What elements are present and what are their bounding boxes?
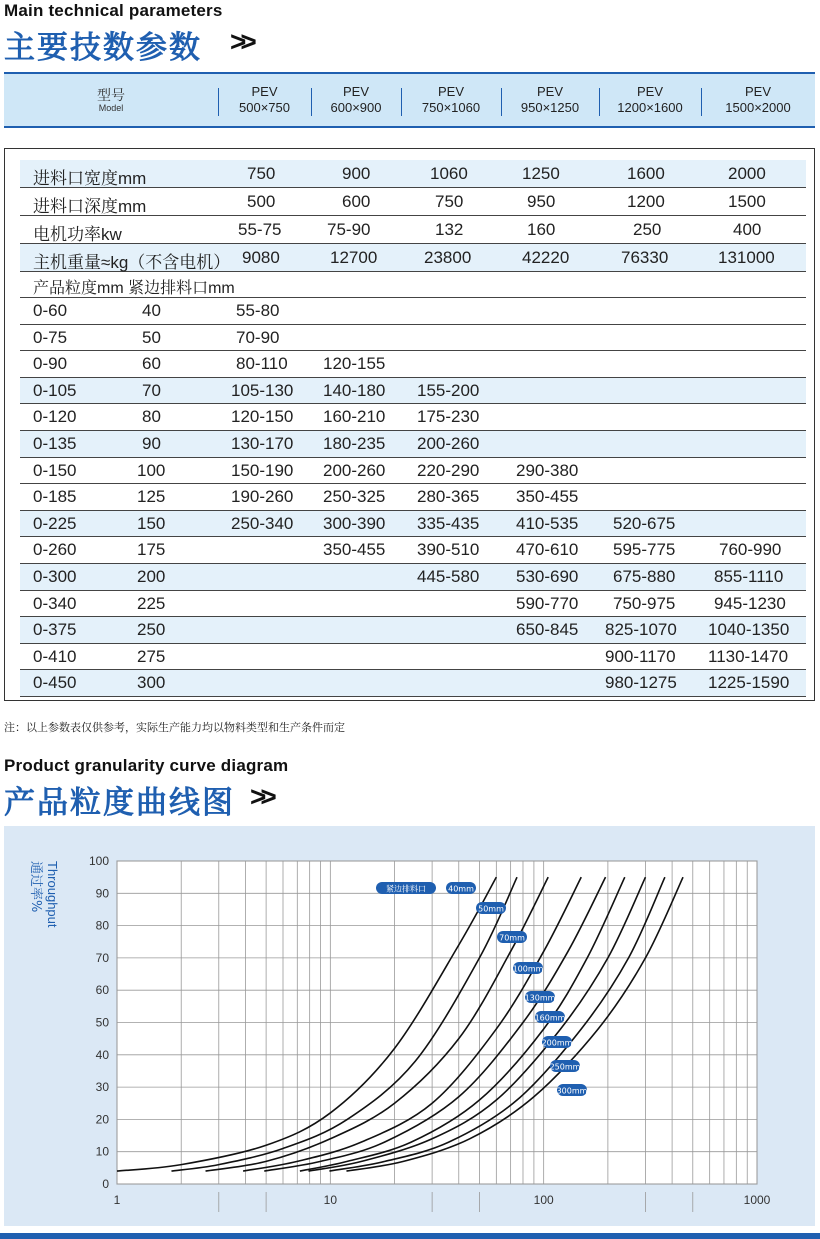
size-cell: 0-60 [33, 301, 68, 320]
y-tick-label: 40 [95, 1047, 109, 1062]
table-row [20, 644, 806, 671]
table-cell: 1500 [728, 192, 766, 211]
table-row [20, 351, 806, 378]
size-cell: 0-225 [33, 513, 77, 533]
table-cell: 675-880 [613, 567, 676, 586]
model-column [311, 74, 401, 126]
cssr-cell: 275 [137, 646, 166, 666]
legend-entry: 40mm [448, 884, 474, 894]
table-cell: 350-455 [516, 487, 579, 507]
y-tick-label: 0 [102, 1177, 109, 1191]
table-cell: 900-1170 [605, 646, 676, 666]
model-name: PEV [536, 84, 563, 99]
cssr-cell: 90 [142, 434, 161, 453]
table-cell: 9080 [242, 248, 280, 267]
y-tick-label: 90 [95, 886, 109, 901]
table-cell: 131000 [718, 248, 775, 267]
table-cell: 1130-1470 [708, 646, 789, 666]
model-name: PEV [437, 84, 464, 99]
table-cell: 350-455 [323, 540, 386, 560]
table-cell: 1225-1590 [708, 673, 790, 693]
model-label-cn: 型号 [97, 87, 125, 103]
parameters-table [4, 148, 815, 701]
y-tick-label: 80 [95, 918, 109, 933]
legend-entry: 200mm [541, 1038, 573, 1048]
table-cell: 140-180 [323, 380, 386, 400]
table-cell: 400 [733, 220, 762, 239]
model-size: 1200×1600 [617, 100, 683, 115]
table-row [20, 325, 806, 352]
table-cell: 335-435 [417, 513, 480, 533]
x-tick-label: 1000 [743, 1193, 771, 1207]
size-cell: 0-150 [33, 460, 77, 480]
table-row [20, 484, 806, 511]
model-name: PEV [744, 84, 771, 99]
section-title-en: Main technical parameters [4, 1, 223, 20]
table-row [20, 216, 806, 244]
table-cell: 55-75 [238, 220, 282, 239]
model-label-en: Model [98, 103, 124, 113]
table-row [20, 188, 806, 216]
table-cell: 750 [435, 192, 464, 211]
table-cell: 520-675 [613, 513, 676, 533]
cssr-cell: 80 [142, 407, 161, 427]
table-cell: 760-990 [719, 540, 782, 560]
size-cell: 0-375 [33, 620, 77, 640]
legend-entry: 100mm [512, 964, 544, 974]
table-row [20, 537, 806, 564]
table-cell: 1040-1350 [708, 620, 790, 640]
table-cell: 23800 [424, 248, 472, 267]
cssr-cell: 175 [137, 540, 166, 560]
size-cell: 0-90 [33, 354, 68, 374]
table-cell: 945-1230 [714, 593, 786, 613]
table-cell: 120-155 [323, 354, 386, 374]
table-cell: 1250 [522, 164, 560, 183]
table-cell: 130-170 [231, 434, 294, 453]
cssr-cell: 300 [137, 673, 166, 693]
legend-entry: 50mm [478, 904, 504, 914]
table-cell: 200-260 [323, 460, 386, 480]
table-cell: 595-775 [613, 540, 676, 560]
granularity-curve-chart [4, 826, 815, 1226]
table-cell: 75-90 [327, 220, 371, 239]
table-cell: 750-975 [613, 593, 676, 613]
y-tick-label: 50 [95, 1015, 109, 1030]
table-row [20, 272, 806, 298]
size-cell: 0-75 [33, 327, 68, 347]
table-row [20, 378, 806, 405]
table-cell: 410-535 [516, 513, 579, 533]
table-cell: 470-610 [516, 540, 579, 560]
size-cell: 0-135 [33, 434, 77, 453]
table-cell: 180-235 [323, 434, 386, 453]
table-cell: 300-390 [323, 513, 386, 533]
table-cell: 1060 [430, 164, 468, 183]
x-tick-label: 100 [533, 1193, 554, 1207]
size-cell: 0-300 [33, 567, 77, 586]
table-cell: 55-80 [236, 301, 280, 320]
double-chevron-icon: >> [250, 781, 271, 812]
table-row [20, 244, 806, 272]
table-cell: 150-190 [231, 460, 294, 480]
legend-entry: 130mm [524, 993, 556, 1003]
model-header [4, 72, 815, 128]
table-row [20, 298, 806, 325]
table-cell: 70-90 [236, 327, 280, 347]
y-axis-label-en: Throughput [45, 861, 60, 928]
table-cell: 825-1070 [605, 620, 677, 640]
chart-panel [4, 826, 815, 1226]
cssr-cell: 125 [137, 487, 166, 507]
granularity-header: 产品粒度mm 紧边排料口mm [33, 280, 235, 297]
legend-entry: 250mm [549, 1062, 581, 1072]
table-cell: 900 [342, 164, 371, 183]
table-cell: 250-325 [323, 487, 386, 507]
legend-entry: 70mm [499, 933, 525, 943]
footer-bar [0, 1233, 820, 1239]
cssr-cell: 150 [137, 513, 166, 533]
table-row [20, 591, 806, 618]
table-row [20, 617, 806, 644]
table-row [20, 564, 806, 591]
model-size: 750×1060 [421, 100, 481, 115]
model-size: 950×1250 [520, 100, 580, 115]
table-cell: 76330 [621, 248, 669, 267]
table-cell: 290-380 [516, 460, 579, 480]
cssr-cell: 100 [137, 460, 166, 480]
y-tick-label: 70 [95, 950, 109, 965]
model-size: 600×900 [330, 100, 382, 115]
table-cell: 42220 [522, 248, 570, 267]
table-cell: 1200 [627, 192, 665, 211]
row-label: 主机重量≈kg（不含电机） [33, 253, 231, 272]
x-tick-label: 10 [323, 1193, 338, 1207]
table-cell: 132 [435, 220, 464, 239]
table-cell: 390-510 [417, 540, 480, 560]
table-cell: 445-580 [417, 567, 480, 586]
legend-entry: 160mm [534, 1013, 566, 1023]
table-cell: 120-150 [231, 407, 294, 427]
model-name: PEV [636, 84, 663, 99]
row-label: 进料口深度mm [33, 197, 147, 216]
table-cell: 160-210 [323, 407, 386, 427]
table-cell: 855-1110 [714, 567, 784, 586]
double-chevron-icon: >> [230, 26, 251, 57]
cssr-cell: 200 [137, 567, 166, 586]
table-cell: 590-770 [516, 593, 579, 613]
legend-title: 紧边排料口 [386, 884, 426, 894]
table-cell: 155-200 [417, 380, 480, 400]
cssr-cell: 40 [142, 301, 161, 320]
table-cell: 2000 [728, 164, 766, 183]
model-name: PEV [251, 84, 278, 99]
legend-entry: 300mm [556, 1086, 588, 1096]
size-cell: 0-450 [33, 673, 77, 693]
section-title-cn: 产品粒度曲线图 [4, 785, 235, 821]
table-cell: 12700 [330, 248, 378, 267]
table-cell: 1600 [627, 164, 665, 183]
table-cell: 280-365 [417, 487, 480, 507]
table-cell: 600 [342, 192, 371, 211]
table-row [20, 160, 806, 188]
table-cell: 650-845 [516, 620, 579, 640]
cssr-cell: 50 [142, 327, 161, 347]
table-cell: 190-260 [231, 487, 294, 507]
size-cell: 0-260 [33, 540, 77, 560]
row-label: 电机功率kw [33, 225, 122, 244]
size-cell: 0-410 [33, 646, 77, 666]
table-cell: 175-230 [417, 407, 480, 427]
model-column [599, 74, 701, 126]
table-row [20, 431, 806, 458]
table-cell: 750 [247, 164, 276, 183]
model-column [218, 74, 311, 126]
model-size: 1500×2000 [725, 100, 791, 115]
y-tick-label: 20 [95, 1112, 109, 1127]
table-cell: 500 [247, 192, 276, 211]
table-cell: 530-690 [516, 567, 579, 586]
table-cell: 980-1275 [605, 673, 677, 693]
model-label [4, 74, 218, 126]
y-tick-label: 60 [95, 983, 109, 998]
y-tick-label: 10 [95, 1144, 109, 1159]
cssr-cell: 250 [137, 620, 166, 640]
model-name: PEV [342, 84, 369, 99]
cssr-cell: 225 [137, 593, 166, 613]
model-column [701, 74, 815, 126]
cssr-cell: 70 [142, 380, 161, 400]
y-tick-label: 30 [95, 1080, 109, 1095]
table-cell: 105-130 [231, 380, 294, 400]
row-label: 进料口宽度mm [33, 169, 147, 188]
size-cell: 0-185 [33, 487, 77, 507]
section-title-en: Product granularity curve diagram [4, 756, 289, 775]
model-column [501, 74, 599, 126]
section-title-cn: 主要技数参数 [4, 30, 202, 66]
x-tick-label: 1 [113, 1193, 121, 1207]
table-cell: 200-260 [417, 434, 480, 453]
y-tick-label: 100 [88, 854, 109, 868]
table-row [20, 404, 806, 431]
size-cell: 0-120 [33, 407, 77, 427]
table-cell: 950 [527, 192, 556, 211]
table-cell: 80-110 [236, 354, 288, 374]
table-row [20, 458, 806, 485]
size-cell: 0-105 [33, 380, 77, 400]
model-column [401, 74, 501, 126]
model-size: 500×750 [239, 100, 290, 115]
size-cell: 0-340 [33, 593, 77, 613]
table-cell: 250-340 [231, 513, 294, 533]
table-row [20, 670, 806, 697]
table-cell: 250 [633, 220, 662, 239]
table-cell: 160 [527, 220, 556, 239]
y-axis-label-cn: 通过率% [28, 861, 43, 913]
table-row [20, 511, 806, 538]
cssr-cell: 60 [142, 354, 161, 374]
table-cell: 220-290 [417, 460, 480, 480]
footnote: 注：以上参数表仅供参考，实际生产能力均以物料类型和生产条件而定 [4, 721, 345, 734]
